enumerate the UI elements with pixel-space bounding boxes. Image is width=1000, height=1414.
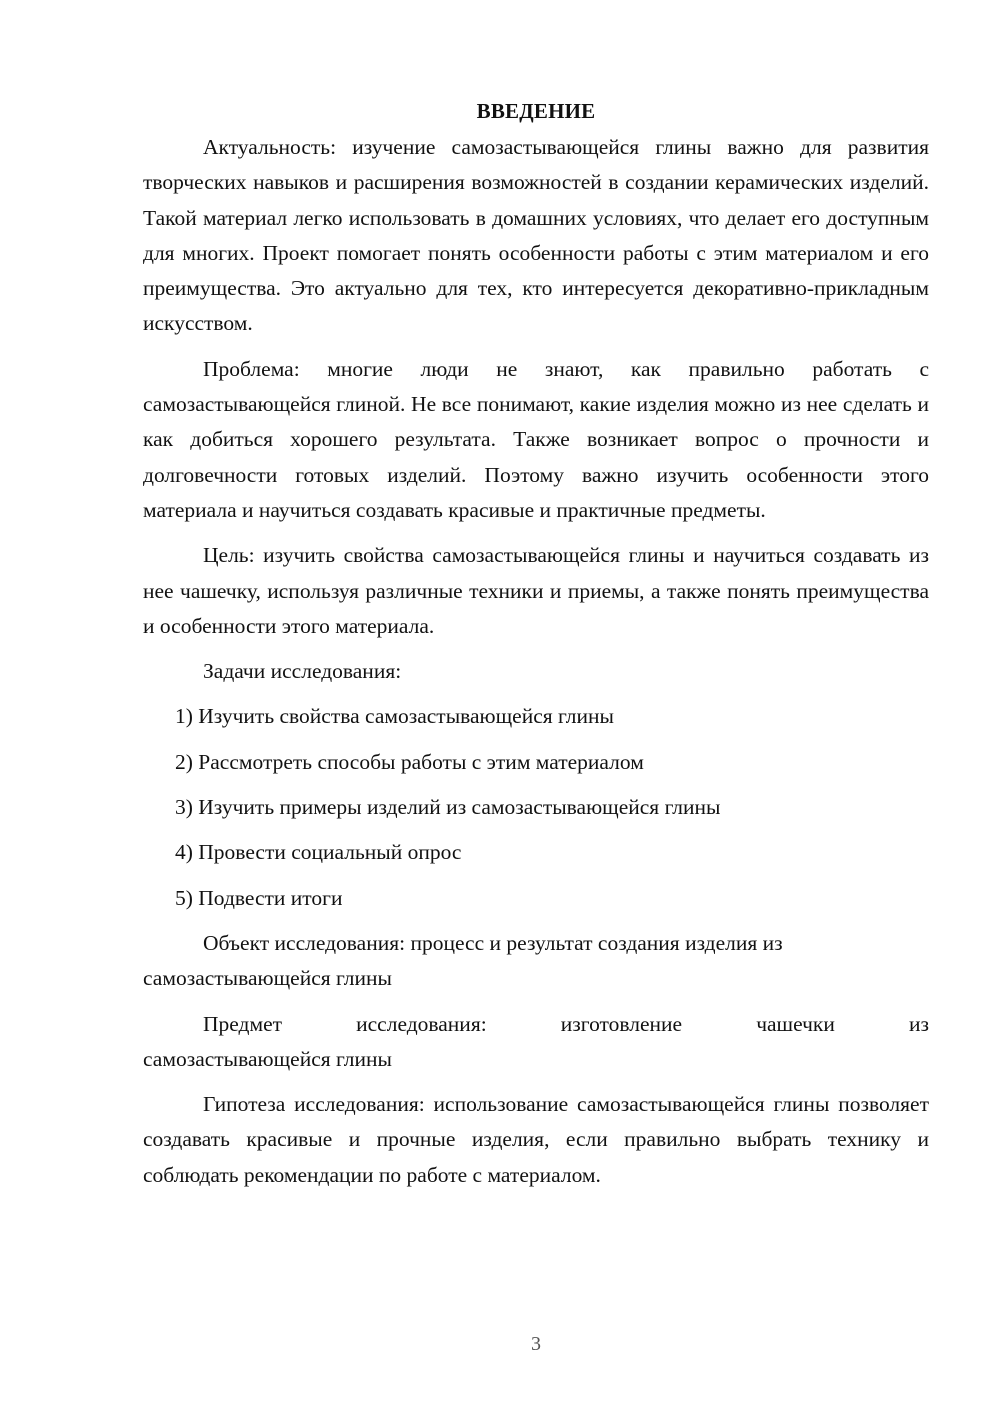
task-item-2: 2) Рассмотреть способы работы с этим материалом — [175, 749, 644, 774]
subject-second-line: самозастывающейся глины — [143, 1046, 392, 1071]
task-item-1: 1) Изучить свойства самозастывающейся глины — [175, 704, 614, 729]
subject-word: чашечки — [756, 1011, 835, 1036]
task-item-3: 3) Изучить примеры изделий из самозастывающейся глины — [175, 795, 721, 820]
page-number: 3 — [531, 1333, 541, 1355]
goal-paragraph: Цель: изучить свойства самозастывающейся глины и научиться создавать из нее чашечку, используя различные техники и приемы, а также понять преимущества и особенности этого материала. — [143, 543, 929, 638]
page-title: ВВЕДЕНИЕ — [476, 99, 596, 123]
task-item-4: 4) Провести социальный опрос — [175, 840, 462, 865]
tasks-list — [143, 699, 929, 915]
subject-paragraph — [143, 1007, 929, 1078]
relevance-paragraph: Актуальность: изучение самозастывающейся глины важно для развития творческих навыков и расширения возможностей в создании керамических изделий. Такой материал легко использовать в домашних условиях, что делает его доступным для многих. Проект помогает понять особенности работы с этим материалом и его преимущества. Это актуально для тех, кто интересуется декоративно-прикладным искусством. — [143, 135, 929, 336]
object-paragraph: Объект исследования: процесс и результат создания изделия из самозастывающейся глины — [143, 930, 783, 991]
problem-paragraph: Проблема: многие люди не знают, как правильно работать с самозастывающейся глиной. Не все понимают, какие изделия можно из нее сделать и как добиться хорошего результата. Также возникает вопрос о прочности и долговечности готовых изделий. Поэтому важно изучить особенности этого материала и научиться создавать красивые и практичные предметы. — [143, 356, 929, 522]
hypothesis-paragraph: Гипотеза исследования: использование самозастывающейся глины позволяет создавать красивые и прочные изделия, если правильно выбрать технику и соблюдать рекомендации по работе с материалом. — [143, 1092, 929, 1187]
subject-word: изготовление — [560, 1011, 683, 1036]
subject-word: из — [908, 1011, 929, 1036]
subject-word: Предмет — [203, 1011, 283, 1036]
subject-first-line — [143, 1007, 929, 1042]
subject-word: исследования: — [356, 1011, 487, 1036]
tasks-heading: Задачи исследования: — [203, 659, 402, 684]
task-item-5: 5) Подвести итоги — [175, 885, 343, 910]
document-page — [143, 96, 929, 1207]
